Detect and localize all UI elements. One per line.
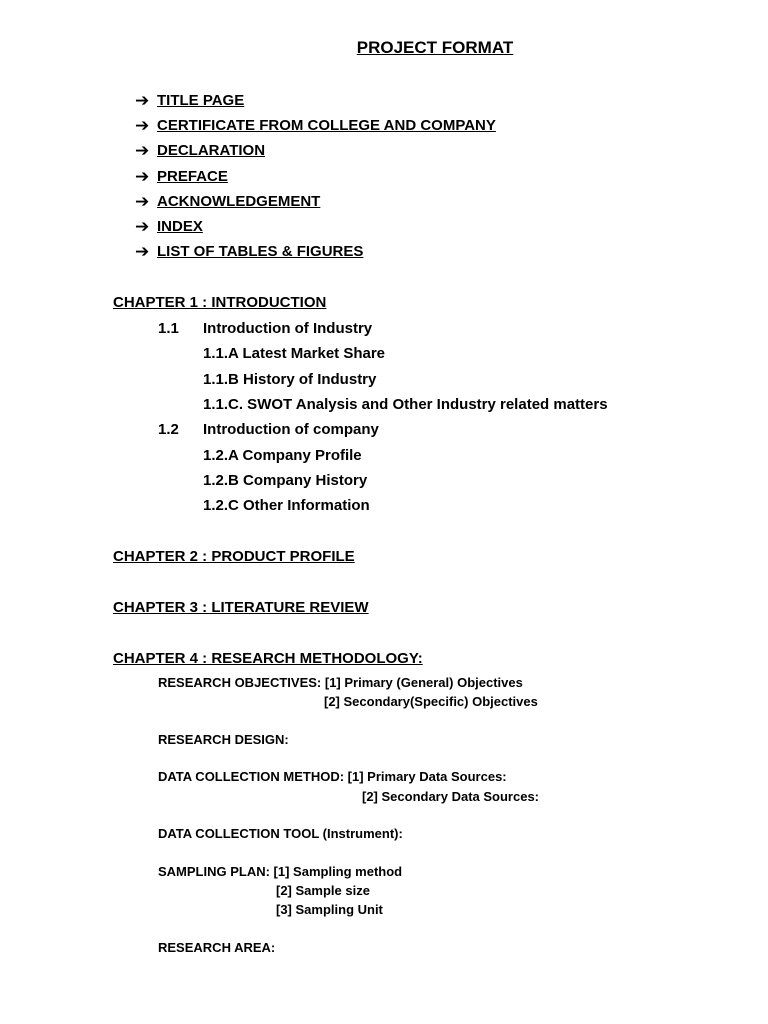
research-objectives: RESEARCH OBJECTIVES: [1] Primary (General) Objectives — [158, 675, 523, 690]
data-collection-method: DATA COLLECTION METHOD: [1] Primary Data Sources: — [158, 769, 507, 784]
front-matter-label: TITLE PAGE — [157, 92, 245, 109]
subsection-item: 1.1.A Latest Market Share — [203, 345, 386, 362]
front-matter-label: CERTIFICATE FROM COLLEGE AND COMPANY — [157, 117, 496, 134]
front-matter-item — [135, 168, 228, 185]
research-design: RESEARCH DESIGN: — [158, 732, 289, 747]
section-number: 1.1 — [158, 320, 179, 337]
section-title: Introduction of company — [203, 421, 379, 438]
front-matter-label: LIST OF TABLES & FIGURES — [157, 243, 364, 260]
subsection-item: 1.2.C Other Information — [203, 497, 370, 514]
chapter-4-heading: CHAPTER 4 : RESEARCH METHODOLOGY: — [113, 650, 423, 667]
front-matter-item — [135, 142, 265, 159]
front-matter-label: DECLARATION — [157, 142, 266, 159]
page-title: PROJECT FORMAT — [356, 38, 514, 57]
data-collection-tool: DATA COLLECTION TOOL (Instrument): — [158, 826, 403, 841]
right-arrow-icon: ➔ — [135, 217, 150, 236]
front-matter-label: ACKNOWLEDGEMENT — [157, 193, 321, 210]
front-matter-item — [135, 218, 203, 235]
chapter-1-heading: CHAPTER 1 : INTRODUCTION — [113, 294, 327, 311]
subsection-item: 1.2.B Company History — [203, 472, 368, 489]
chapter-3-heading: CHAPTER 3 : LITERATURE REVIEW — [113, 599, 369, 616]
section-number: 1.2 — [158, 421, 179, 438]
front-matter-item — [135, 92, 244, 109]
sampling-unit: [3] Sampling Unit — [276, 902, 383, 917]
section-title: Introduction of Industry — [203, 320, 373, 337]
subsection-item: 1.1.C. SWOT Analysis and Other Industry related matters — [203, 396, 608, 413]
right-arrow-icon: ➔ — [135, 167, 150, 186]
right-arrow-icon: ➔ — [135, 192, 150, 211]
right-arrow-icon: ➔ — [135, 91, 150, 110]
subsection-item: 1.2.A Company Profile — [203, 447, 362, 464]
research-objectives-secondary: [2] Secondary(Specific) Objectives — [324, 694, 538, 709]
data-collection-secondary: [2] Secondary Data Sources: — [362, 789, 540, 804]
research-area: RESEARCH AREA: — [158, 940, 276, 955]
front-matter-item — [135, 117, 496, 134]
right-arrow-icon: ➔ — [135, 242, 150, 261]
subsection-item: 1.1.B History of Industry — [203, 371, 377, 388]
front-matter-item — [135, 193, 320, 210]
chapter-2-heading: CHAPTER 2 : PRODUCT PROFILE — [113, 548, 355, 565]
front-matter-label: PREFACE — [157, 168, 228, 185]
right-arrow-icon: ➔ — [135, 116, 150, 135]
front-matter-label: INDEX — [157, 218, 203, 235]
sampling-size: [2] Sample size — [276, 883, 370, 898]
front-matter-item — [135, 243, 363, 260]
sampling-plan: SAMPLING PLAN: [1] Sampling method — [158, 864, 403, 879]
right-arrow-icon: ➔ — [135, 141, 150, 160]
